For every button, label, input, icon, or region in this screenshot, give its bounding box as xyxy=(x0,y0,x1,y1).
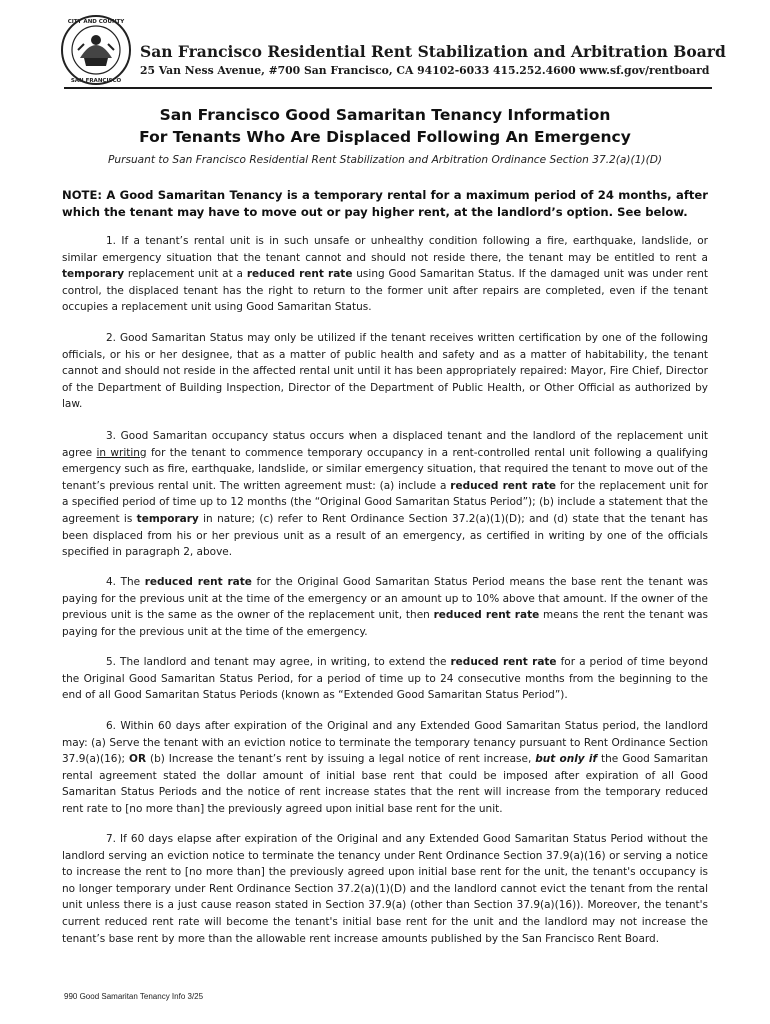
paragraph-3-underline: in writing xyxy=(96,446,147,459)
paragraph-4-text: for the Original Good Samaritan Status Period means the base rent the tenant was paying for the previous unit at the time of the emergency or an amount up to 10% above that amount. If the owner of the previous unit is the same as the owner of the replacement unit, then xyxy=(62,576,708,622)
header-divider xyxy=(64,87,712,89)
page-subtitle: Pursuant to San Francisco Residential Rent Stabilization and Arbitration Ordinance Section 37.2(a)(1)(D) xyxy=(107,154,662,166)
paragraph-3-text: for the tenant to commence temporary occupancy in a rent-controlled rental unit following a qualifying emergency such as fire, earthquake, landslide, or similar emergency situation, that required the tenant to move out of the tenant’s previous rental unit. The written agreement must: (a) include a xyxy=(62,446,709,492)
paragraph-5 xyxy=(62,654,708,704)
paragraph-1-text: using Good Samaritan Status. If the damaged unit was under rent control, the displaced tenant has the right to return to the former unit after repairs are completed, even if the tenant occupies a replacement unit using Good Samaritan Status. xyxy=(62,268,708,314)
svg-text:SAN FRANCISCO: SAN FRANCISCO xyxy=(70,78,122,84)
paragraph-4-bold-reduced-rent-rate: reduced rent rate xyxy=(144,576,252,588)
paragraph-6-bold-italic-but-only-if: but only if xyxy=(535,753,598,766)
paragraph-1-text: 1. If a tenant’s rental unit is in such unsafe or unhealthy condition following a fire, earthquake, landslide, or similar emergency situation that the tenant cannot and should not reside there, the tenant may be entitled to rent a xyxy=(62,235,708,264)
paragraph-3-bold-reduced-rent-rate: reduced rent rate xyxy=(450,479,556,492)
paragraph-3 xyxy=(62,428,708,561)
paragraph-3-text: in nature; (c) refer to Rent Ordinance Section 37.2(a)(1)(D); and (d) state that the tenant has been displaced from his or her previous unit as a result of an emergency, as certified in writing by one of the officials specified in paragraph 2, above. xyxy=(62,512,708,559)
paragraph-7: 7. If 60 days elapse after expiration of the Original and any Extended Good Samaritan Status Period without the landlord serving an eviction notice to terminate the tenancy under Rent Ordinance Section 37.9(a)(16) or serving a notice to increase the rent to [no more than] the previously agreed upon initial base rent for the unit, the tenant's occupancy is no longer temporary under Rent Ordinance Section 37.2(a)(1)(D) and the landlord cannot evict the tenant from the rental unit unless there is a just cause reason stated in Section 37.9(a) (other than Section 37.9(a)(16)). Moreover, the tenant's current reduced rent rate will become the tenant's initial base rent for the unit and the landlord may not increase the tenant’s base rent by more than the allowable rent increase amounts published by the San Francisco Rent Board. xyxy=(62,833,708,945)
paragraph-6-text: the Good Samaritan rental agreement stated the dollar amount of initial base rent that could be imposed after expiration of all Good Samaritan Status Periods and the notice of rent increase states that the rent will increase from the temporary reduced rent rate to [no more than] the previously agreed upon initial base rent for the unit. xyxy=(62,753,708,815)
paragraph-6-text: (b) Increase the tenant’s rent by issuing a legal notice of rent increase, xyxy=(146,753,536,766)
paragraph-1 xyxy=(62,233,708,316)
paragraph-5-bold-reduced-rent-rate: reduced rent rate xyxy=(450,656,557,668)
paragraph-3-bold-temporary: temporary xyxy=(136,512,199,525)
paragraph-4-text: 4. The xyxy=(106,576,145,588)
paragraph-1-bold-reduced-rent-rate: reduced rent rate xyxy=(246,268,353,281)
page-title-line-1: San Francisco Good Samaritan Tenancy Information xyxy=(159,106,611,124)
paragraph-6-bold-or: OR xyxy=(129,753,147,766)
org-name: San Francisco Residential Rent Stabilization and Arbitration Board xyxy=(140,42,726,61)
paragraph-6-text: 6. Within 60 days after expiration of the Original and any Extended Good Samaritan Status period, the landlord may: (a) Serve the tenant with an eviction notice to terminate the temporary tenancy pursuant to Rent Ordinance Section 37.9(a)(16); xyxy=(62,720,708,766)
paragraph-4 xyxy=(62,574,708,640)
note-paragraph: NOTE: A Good Samaritan Tenancy is a temporary rental for a maximum period of 24 months, after which the tenant may have to move out or pay higher rent, at the landlord’s option. See below. xyxy=(62,188,708,219)
paragraph-5-text: for a period of time beyond the Original Good Samaritan Status Period, for a period of time up to 24 consecutive months from the beginning to the end of all Good Samaritan Status Periods (known as “Extended Good Samaritan Status Period”). xyxy=(62,656,708,702)
city-seal-icon xyxy=(60,14,132,86)
footer-form-id: 990 Good Samaritan Tenancy Info 3/25 xyxy=(64,992,204,1001)
paragraph-6 xyxy=(62,718,708,818)
paragraph-4-text: means the rent the tenant was paying for the previous unit at the time of the emergency. xyxy=(62,609,708,638)
paragraph-2: 2. Good Samaritan Status may only be utilized if the tenant receives written certification by one of the following officials, or his or her designee, that as a matter of public health and safety and as a matter of habitability, the tenant cannot and should not reside in the affected rental unit until it has been appropriately repaired: Mayor, Fire Chief, Director of the Department of Building Inspection, Director of the Department of Public Health, or Other Official as authorized by law. xyxy=(62,332,708,411)
svg-text:CITY AND COUNTY: CITY AND COUNTY xyxy=(67,19,125,25)
paragraph-3-text: 3. Good Samaritan occupancy status occurs when a displaced tenant and the landlord of the replacement unit agree xyxy=(62,430,708,459)
org-address: 25 Van Ness Avenue, #700 San Francisco, CA 94102-6033 415.252.4600 www.sf.gov/rentboard xyxy=(140,64,710,77)
paragraph-3-text: for the replacement unit for a specified period of time up to 12 months (the “Original Good Samaritan Status Period”); (b) include a statement that the agreement is xyxy=(62,479,708,525)
paragraph-1-text: replacement unit at a xyxy=(124,268,247,281)
page-title-line-2: For Tenants Who Are Displaced Following An Emergency xyxy=(139,128,631,146)
paragraph-4-bold-reduced-rent-rate: reduced rent rate xyxy=(433,609,540,622)
paragraph-5-text: 5. The landlord and tenant may agree, in writing, to extend the xyxy=(106,656,451,668)
paragraph-1-bold-temporary: temporary xyxy=(62,268,125,281)
